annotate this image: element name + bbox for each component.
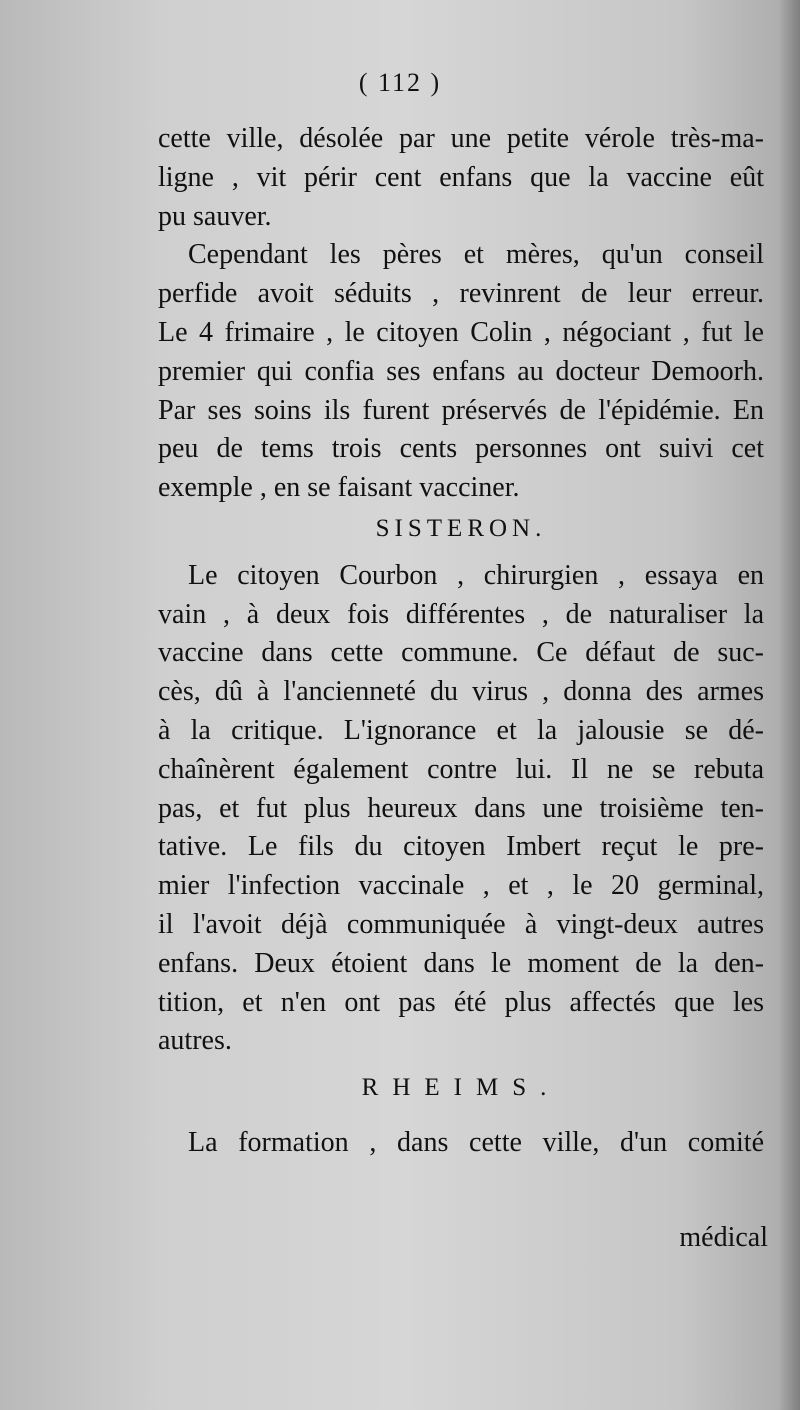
text-line: Cependant les pères et mères, qu'un conseil <box>188 239 764 271</box>
text-line: cès, dû à l'ancienneté du virus , donna des armes <box>158 676 764 708</box>
text-line: mier l'infection vaccinale , et , le 20 germinal, <box>158 870 764 902</box>
catchword: médical <box>679 1222 768 1253</box>
text-line: La formation , dans cette ville, d'un comité <box>188 1126 764 1158</box>
text-line: Le 4 frimaire , le citoyen Colin , négociant , fut le <box>158 316 764 348</box>
text-line: tition, et n'en ont pas été plus affectés que les <box>158 986 764 1018</box>
text-line: peu de tems trois cents personnes ont suivi cet <box>158 433 764 465</box>
page-text <box>158 120 764 1163</box>
text-line: premier qui confia ses enfans au docteur Demoorh. <box>158 355 764 387</box>
text-line: il l'avoit déjà communiquée à vingt-deux autres <box>158 908 764 940</box>
text-line: exemple , en se faisant vacciner. <box>158 472 520 504</box>
text-line: perfide avoit séduits , revinrent de leur erreur. <box>158 278 764 310</box>
text-line: pu sauver. <box>158 200 272 232</box>
section-heading-rheims: RHEIMS. <box>361 1074 561 1102</box>
page-edge-shadow <box>778 0 800 1410</box>
text-line: à la critique. L'ignorance et la jalousie se dé- <box>158 714 764 746</box>
page-number: ( 112 ) <box>358 68 442 97</box>
text-line: tative. Le fils du citoyen Imbert reçut le pre- <box>158 831 764 863</box>
text-line: enfans. Deux étoient dans le moment de la den- <box>158 947 764 979</box>
text-line: chaînèrent également contre lui. Il ne se rebuta <box>158 753 764 785</box>
text-line: Par ses soins ils furent préservés de l'épidémie. En <box>158 394 764 426</box>
text-line: Le citoyen Courbon , chirurgien , essaya en <box>188 559 764 591</box>
section-heading-sisteron: SISTERON. <box>375 514 547 542</box>
text-line: pas, et fut plus heureux dans une troisième ten- <box>158 792 764 824</box>
text-line: cette ville, désolée par une petite vérole très-ma- <box>158 123 764 154</box>
text-line: ligne , vit périr cent enfans que la vaccine eût <box>158 161 764 193</box>
text-line: vaccine dans cette commune. Ce défaut de suc- <box>158 637 764 669</box>
text-line: vain , à deux fois différentes , de naturaliser la <box>158 598 764 630</box>
text-line: autres. <box>158 1025 232 1057</box>
